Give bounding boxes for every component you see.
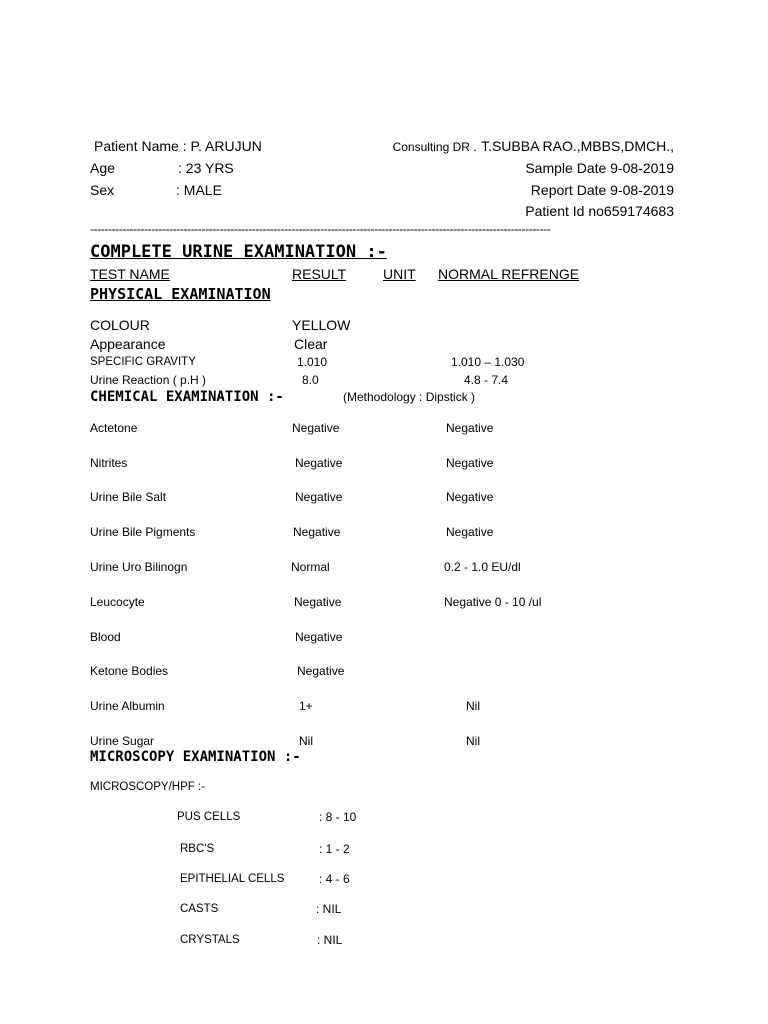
chemical-row-result: Normal <box>291 560 330 574</box>
consulting-doctor <box>393 138 674 156</box>
chemical-row-result: Negative <box>293 525 341 539</box>
chemical-row-name: Nitrites <box>90 456 128 470</box>
physical-row-result: 8.0 <box>302 373 319 387</box>
column-normal-range: NORMAL REFRENGE <box>438 266 580 282</box>
chemical-row-result: Negative <box>295 490 343 504</box>
chemical-row-name: Urine Uro Bilinogn <box>90 560 188 574</box>
report-title: COMPLETE URINE EXAMINATION :- <box>90 242 387 262</box>
microscopy-row-value: : 1 - 2 <box>319 842 350 856</box>
chemical-row-name: Ketone Bodies <box>90 664 169 678</box>
physical-row-name: Appearance <box>90 336 166 352</box>
sex-value: : MALE <box>176 182 222 198</box>
chemical-row-result: Negative <box>297 664 345 678</box>
physical-row-name: SPECIFIC GRAVITY <box>90 356 196 368</box>
chemical-row-result: Negative <box>294 595 342 609</box>
chemical-row-normal: Negative 0 - 10 /ul <box>444 595 542 609</box>
chemical-heading: CHEMICAL EXAMINATION :- <box>90 389 284 405</box>
chemical-row-normal: Negative <box>446 490 494 504</box>
chemical-row-name: Urine Bile Pigments <box>90 525 196 539</box>
methodology-note: (Methodology : Dipstick ) <box>343 390 476 404</box>
microscopy-subheading: MICROSCOPY/HPF :- <box>90 781 206 793</box>
physical-row-name: COLOUR <box>90 317 150 333</box>
chemical-row-result: Negative <box>295 630 343 644</box>
patient-id: Patient Id no659174683 <box>525 203 674 219</box>
column-test-name: TEST NAME <box>90 266 170 282</box>
chemical-row-normal: Negative <box>446 456 494 470</box>
chemical-row-result: Negative <box>292 421 340 435</box>
microscopy-heading: MICROSCOPY EXAMINATION :- <box>90 749 301 765</box>
column-unit: UNIT <box>383 266 416 282</box>
microscopy-row-value: : 4 - 6 <box>319 872 350 886</box>
chemical-row-result: 1+ <box>299 699 313 713</box>
microscopy-row-name: EPITHELIAL CELLS <box>180 873 285 885</box>
patient-name: Patient Name : P. ARUJUN <box>94 138 262 154</box>
chemical-row-normal: Negative <box>446 421 494 435</box>
physical-row-result: Clear <box>294 336 328 352</box>
microscopy-row-value: : NIL <box>317 933 343 947</box>
separator-line: -------------------------------------------------------------------------------------------------------------------------------- <box>90 222 551 236</box>
microscopy-row-value: : NIL <box>316 902 342 916</box>
age-value: : 23 YRS <box>178 160 234 176</box>
microscopy-row-value: : 8 - 10 <box>319 810 357 824</box>
microscopy-row-name: CASTS <box>180 903 219 915</box>
chemical-row-result: Nil <box>299 734 313 748</box>
report-date: Report Date 9-08-2019 <box>530 182 674 198</box>
chemical-row-name: Urine Bile Salt <box>90 490 167 504</box>
chemical-row-name: Urine Sugar <box>90 734 155 748</box>
chemical-row-normal: Nil <box>466 734 480 748</box>
physical-row-result: 1.010 <box>297 355 328 369</box>
age-label: Age <box>90 160 115 176</box>
physical-row-result: YELLOW <box>292 317 351 333</box>
sample-date: Sample Date 9-08-2019 <box>525 160 674 176</box>
chemical-row-normal: Nil <box>466 699 480 713</box>
microscopy-row-name: RBC'S <box>180 843 215 855</box>
physical-heading: PHYSICAL EXAMINATION <box>90 285 271 303</box>
microscopy-row-name: PUS CELLS <box>177 811 241 823</box>
chemical-row-result: Negative <box>295 456 343 470</box>
sex-label: Sex <box>90 182 115 198</box>
chemical-row-name: Blood <box>90 630 121 644</box>
physical-row-normal: 4.8 - 7.4 <box>464 373 509 387</box>
chemical-row-name: Urine Albumin <box>90 699 165 713</box>
column-result: RESULT <box>292 266 347 282</box>
physical-row-normal: 1.010 – 1.030 <box>451 355 525 369</box>
physical-row-name: Urine Reaction ( p.H ) <box>90 373 207 387</box>
consulting-name: T.SUBBA RAO.,MBBS,DMCH., <box>481 138 674 154</box>
chemical-row-name: Leucocyte <box>90 595 145 609</box>
consulting-prefix: Consulting DR . <box>392 140 477 154</box>
microscopy-row-name: CRYSTALS <box>180 934 240 946</box>
chemical-row-name: Actetone <box>90 421 138 435</box>
chemical-row-normal: 0.2 - 1.0 EU/dl <box>444 560 521 574</box>
chemical-row-normal: Negative <box>446 525 494 539</box>
